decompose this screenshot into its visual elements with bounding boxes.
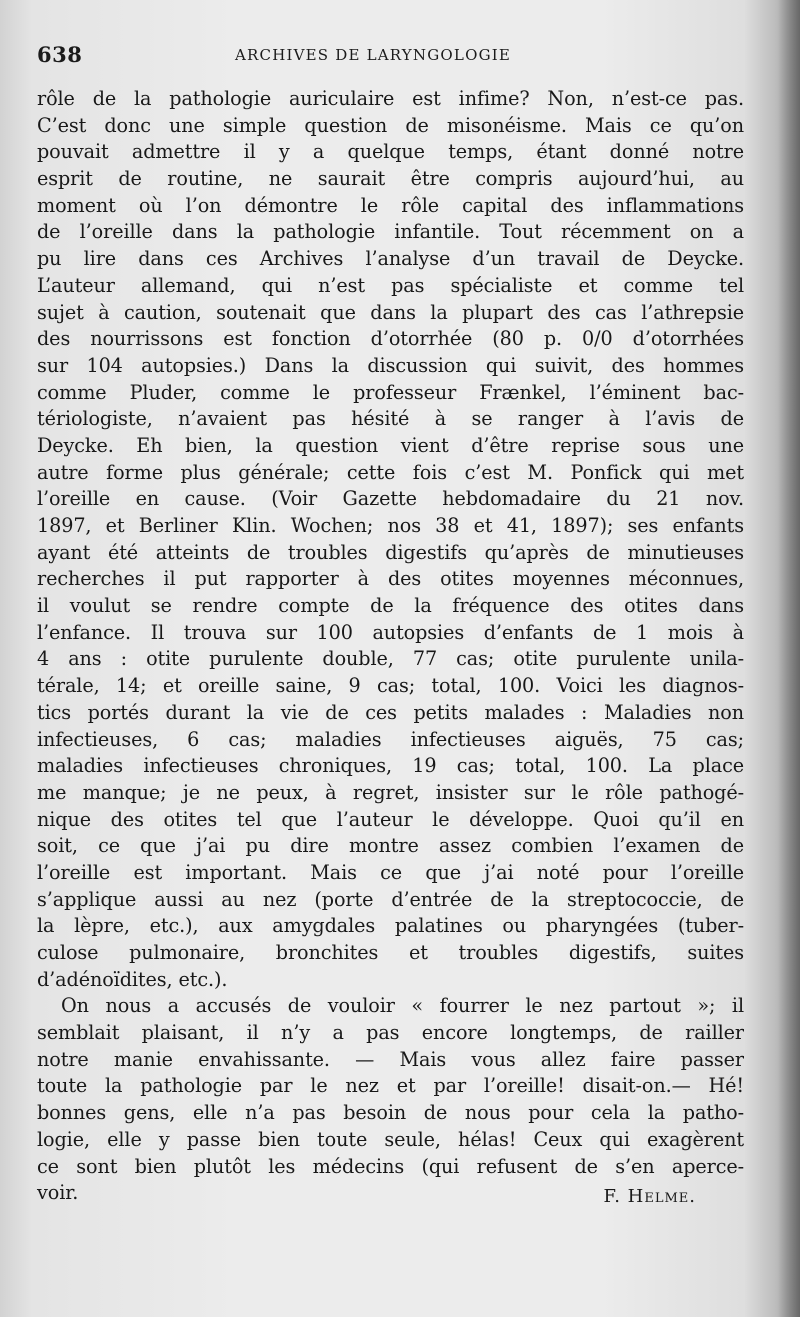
text-line: autre forme plus générale; cette fois c’est M. Ponfick qui met [37, 460, 744, 484]
text-line: notre manie envahissante. — Mais vous allez faire passer [37, 1047, 744, 1071]
body-text [37, 86, 744, 1207]
text-line: moment où l’on démontre le rôle capital des inflammations [37, 193, 744, 217]
text-line: térale, 14; et oreille saine, 9 cas; total, 100. Voici les diagnos- [37, 674, 744, 698]
text-line: bonnes gens, elle n’a pas besoin de nous pour cela la patho- [37, 1101, 744, 1125]
text-line: comme Pluder, comme le professeur Frænkel, l’éminent bac- [37, 380, 744, 404]
running-head: ARCHIVES DE LARYNGOLOGIE [235, 46, 512, 64]
text-line: semblait plaisant, il n’y a pas encore longtemps, de railler [37, 1021, 744, 1045]
text-line: maladies infectieuses chroniques, 19 cas; total, 100. La place [37, 754, 744, 778]
closing-line [37, 1180, 744, 1207]
text-line: Deycke. Eh bien, la question vient d’être reprise sous une [37, 433, 744, 457]
text-line: pu lire dans ces Archives l’analyse d’un travail de Deycke. [37, 247, 744, 271]
text-line: sujet à caution, soutenait que dans la plupart des cas l’athrepsie [37, 300, 744, 324]
text-line: l’enfance. Il trouva sur 100 autopsies d’enfants de 1 mois à [37, 620, 744, 644]
text-line: il voulut se rendre compte de la fréquence des otites dans [37, 594, 744, 618]
text-line: C’est donc une simple question de misonéisme. Mais ce qu’on [37, 113, 744, 137]
page-header [37, 42, 742, 72]
text-line: me manque; je ne peux, à regret, insister sur le rôle pathogé- [37, 780, 744, 804]
text-line: infectieuses, 6 cas; maladies infectieuses aiguës, 75 cas; [37, 727, 744, 751]
page-number: 638 [37, 42, 83, 67]
text-line: tics portés durant la vie de ces petits malades : Maladies non [37, 700, 744, 724]
text-line: L’auteur allemand, qui n’est pas spécialiste et comme tel [37, 273, 744, 297]
text-line: soit, ce que j’ai pu dire montre assez combien l’examen de [37, 834, 744, 858]
text-line: recherches il put rapporter à des otites moyennes méconnues, [37, 567, 744, 591]
text-line: ce sont bien plutôt les médecins (qui refusent de s’en aperce- [37, 1154, 744, 1178]
text-line: 4 ans : otite purulente double, 77 cas; otite purulente unila- [37, 647, 744, 671]
text-line: sur 104 autopsies.) Dans la discussion qui suivit, des hommes [37, 353, 744, 377]
text-line: nique des otites tel que l’auteur le développe. Quoi qu’il en [37, 807, 744, 831]
text-line: la lèpre, etc.), aux amygdales palatines ou pharyngées (tuber- [37, 914, 744, 938]
text-line: esprit de routine, ne saurait être compris aujourd’hui, au [37, 167, 744, 191]
text-line: pouvait admettre il y a quelque temps, étant donné notre [37, 140, 744, 164]
text-line: logie, elle y passe bien toute seule, hélas! Ceux qui exagèrent [37, 1127, 744, 1151]
text-line: tériologiste, n’avaient pas hésité à se ranger à l’avis de [37, 407, 744, 431]
text-line: s’applique aussi au nez (porte d’entrée de la streptococcie, de [37, 887, 744, 911]
text-line: ayant été atteints de troubles digestifs qu’après de minutieuses [37, 540, 744, 564]
text-line: toute la pathologie par le nez et par l’oreille! disait-on.— Hé! [37, 1074, 744, 1098]
text-line: l’oreille en cause. (Voir Gazette hebdomadaire du 21 nov. [37, 487, 744, 511]
text-line: des nourrissons est fonction d’otorrhée (80 p. 0/0 d’otorrhées [37, 327, 744, 351]
final-line: voir. [37, 1181, 79, 1205]
text-line: culose pulmonaire, bronchites et troubles digestifs, suites [37, 941, 744, 964]
text-line: l’oreille est important. Mais ce que j’ai noté pour l’oreille [37, 860, 744, 884]
author-signature: F. Helme. [603, 1186, 696, 1208]
text-line: rôle de la pathologie auriculaire est infime? Non, n’est-ce pas. [37, 87, 744, 110]
text-line: On nous a accusés de vouloir « fourrer le nez partout »; il [61, 994, 744, 1018]
text-line: 1897, et Berliner Klin. Wochen; nos 38 et 41, 1897); ses enfants [37, 514, 744, 537]
text-line: de l’oreille dans la pathologie infantile. Tout récemment on a [37, 220, 744, 244]
text-line: d’adénoïdites, etc.). [37, 967, 228, 991]
